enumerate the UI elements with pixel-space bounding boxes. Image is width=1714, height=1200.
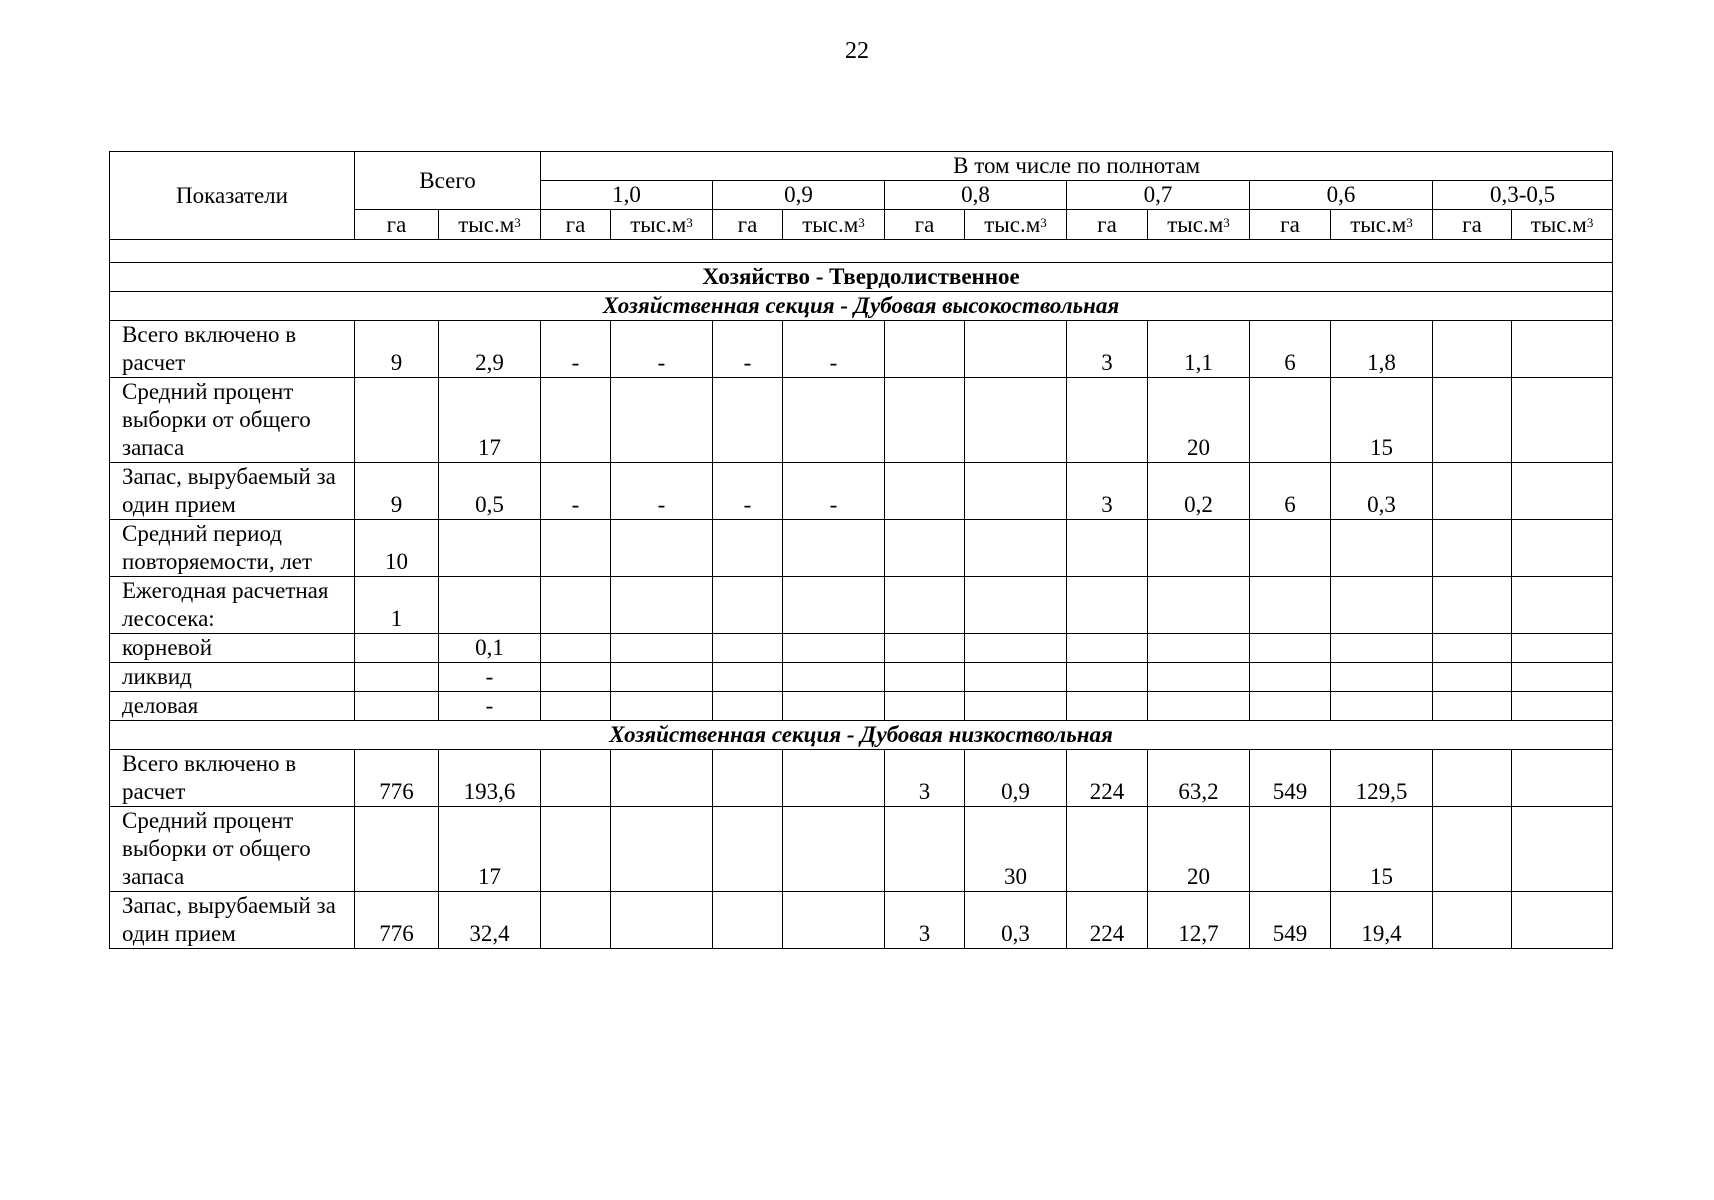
table-cell: 20 [1148,378,1250,463]
unit-volume-header: $тыс.м^3$ [611,210,713,240]
table-cell: 0,3 [965,892,1067,949]
unit-ha-header: га [713,210,783,240]
table-cell: 3 [1067,463,1148,520]
table-cell: 549 [1250,750,1331,807]
table-cell: 3 [1067,321,1148,378]
table-cell [1250,807,1331,892]
table-cell [611,750,713,807]
table-cell [713,807,783,892]
table-cell [1067,692,1148,721]
section-title: Хозяйство - Твердолиственное [110,263,1613,292]
table-cell [1433,463,1512,520]
row-label: Средний процент выборки от общего запаса [110,378,355,463]
row-label: корневой [110,634,355,663]
table-cell: - [541,463,611,520]
table-cell: 549 [1250,892,1331,949]
table-cell [611,577,713,634]
table-cell [355,807,439,892]
table-cell: 12,7 [1148,892,1250,949]
table-cell: 6 [1250,463,1331,520]
table-cell [885,807,965,892]
table-cell [541,577,611,634]
table-cell [1512,577,1613,634]
table-cell: 1,8 [1331,321,1433,378]
unit-ha-header: га [355,210,439,240]
table-cell [1433,321,1512,378]
table-cell [1331,663,1433,692]
table-cell [1331,577,1433,634]
table-cell: - [713,321,783,378]
subsection-title-row [110,292,1613,321]
table-cell [1331,634,1433,663]
table-cell [541,807,611,892]
subsection-title: Хозяйственная секция - Дубовая высокоствольная [110,292,1613,321]
table-cell [713,892,783,949]
table-cell [611,692,713,721]
table-cell [965,321,1067,378]
density-header: 0,7 [1067,181,1250,210]
table-cell [439,520,541,577]
table-cell: 10 [355,520,439,577]
table-cell [355,378,439,463]
subsection-title: Хозяйственная секция - Дубовая низкоствольная [110,721,1613,750]
table-cell: 63,2 [1148,750,1250,807]
table-cell [1148,692,1250,721]
table-cell [1433,663,1512,692]
table-cell [783,577,885,634]
table-cell [1433,807,1512,892]
table-cell: 0,1 [439,634,541,663]
section-title-row [110,263,1613,292]
table-cell [783,663,885,692]
table-cell [713,663,783,692]
unit-ha-header: га [541,210,611,240]
table-cell [965,463,1067,520]
table-cell [965,663,1067,692]
table-cell: 129,5 [1331,750,1433,807]
table-cell [965,520,1067,577]
unit-volume-header: $тыс.м^3$ [1148,210,1250,240]
table-cell: 15 [1331,378,1433,463]
table-cell [1512,463,1613,520]
table-cell [1148,663,1250,692]
table-cell: 224 [1067,892,1148,949]
row-label: Всего включено в расчет [110,321,355,378]
table-cell [1331,520,1433,577]
row-label: Всего включено в расчет [110,750,355,807]
table-cell: 32,4 [439,892,541,949]
table-cell [355,634,439,663]
spacer-row [110,240,1613,263]
table-cell [439,577,541,634]
table-cell [1433,577,1512,634]
density-header: 0,3-0,5 [1433,181,1613,210]
table-cell [1512,892,1613,949]
table-cell [783,807,885,892]
table-cell: 19,4 [1331,892,1433,949]
table-cell [885,577,965,634]
table-cell [713,520,783,577]
table-cell: 9 [355,321,439,378]
row-label: Средний период повторяемости, лет [110,520,355,577]
table-cell: 20 [1148,807,1250,892]
table-row [110,321,1613,378]
unit-ha-header: га [885,210,965,240]
table-cell: - [611,321,713,378]
row-label: ликвид [110,663,355,692]
table-cell: 6 [1250,321,1331,378]
table-cell [1067,807,1148,892]
table-cell [1512,692,1613,721]
table-row [110,692,1613,721]
table-cell [1512,663,1613,692]
table-cell [783,634,885,663]
table-cell [713,634,783,663]
table-cell [1433,750,1512,807]
table-cell: - [783,321,885,378]
table-cell [541,663,611,692]
row-label: Ежегодная расчетная лесосека: [110,577,355,634]
table-cell [783,892,885,949]
density-header: 0,9 [713,181,885,210]
table-cell [1433,892,1512,949]
unit-ha-header: га [1433,210,1512,240]
table-cell [965,692,1067,721]
table-cell [355,663,439,692]
table-cell [1331,692,1433,721]
table-cell [611,892,713,949]
table-cell [1067,577,1148,634]
table-cell [1148,520,1250,577]
table-cell [1067,520,1148,577]
table-cell [783,692,885,721]
table-cell [885,463,965,520]
table-cell [1067,663,1148,692]
data-table [109,151,1613,949]
table-cell [1512,378,1613,463]
table-cell: - [541,321,611,378]
header-indicators: Показатели [110,152,355,240]
table-cell [1250,634,1331,663]
table-row [110,634,1613,663]
row-label: Средний процент выборки от общего запаса [110,807,355,892]
table-cell [1512,520,1613,577]
row-label: деловая [110,692,355,721]
table-cell [783,750,885,807]
table-cell [965,577,1067,634]
table-cell: 776 [355,750,439,807]
table-cell [1433,520,1512,577]
table-cell: 193,6 [439,750,541,807]
table-cell [1512,750,1613,807]
table-cell [611,520,713,577]
table-row [110,577,1613,634]
table-cell: 3 [885,750,965,807]
table-cell [541,692,611,721]
table-cell [783,520,885,577]
table-cell [885,634,965,663]
table-cell [355,692,439,721]
table-cell: 1 [355,577,439,634]
unit-volume-header: $тыс.м^3$ [965,210,1067,240]
table-cell [965,378,1067,463]
table-cell: - [439,663,541,692]
table-cell [885,378,965,463]
table-cell [541,634,611,663]
unit-volume-header: $тыс.м^3$ [1512,210,1613,240]
table-cell [1433,634,1512,663]
row-label: Запас, вырубаемый за один прием [110,463,355,520]
table-cell: 0,5 [439,463,541,520]
table-row [110,463,1613,520]
table-cell [541,520,611,577]
table-row [110,520,1613,577]
unit-volume-header: $тыс.м^3$ [783,210,885,240]
table-cell: - [439,692,541,721]
table-cell: 17 [439,378,541,463]
table-row [110,663,1613,692]
table-cell [541,378,611,463]
table-body [110,240,1613,949]
header-by-density: В том числе по полнотам [541,152,1613,181]
table-cell [1433,692,1512,721]
table-cell [1512,634,1613,663]
table-cell [611,634,713,663]
density-header: 1,0 [541,181,713,210]
table-cell: 9 [355,463,439,520]
table-cell [1067,634,1148,663]
table-cell [1512,807,1613,892]
table-header [110,152,1613,240]
unit-volume-header: $тыс.м^3$ [439,210,541,240]
table-cell [611,378,713,463]
table-cell: 776 [355,892,439,949]
subsection-title-row [110,721,1613,750]
table-cell [885,663,965,692]
table-cell [611,807,713,892]
table-cell [541,892,611,949]
table-cell [1067,378,1148,463]
table-cell [783,378,885,463]
table-cell [1250,577,1331,634]
table-cell [713,750,783,807]
table-cell: 3 [885,892,965,949]
table-cell [611,663,713,692]
table-cell: 17 [439,807,541,892]
page-number: 22 [845,38,869,64]
table-cell [713,577,783,634]
table-cell [1250,663,1331,692]
table-cell: 30 [965,807,1067,892]
table-cell: 0,9 [965,750,1067,807]
table-row [110,750,1613,807]
row-label: Запас, вырубаемый за один прием [110,892,355,949]
unit-ha-header: га [1250,210,1331,240]
table-cell [965,634,1067,663]
table-cell [885,520,965,577]
table-cell: 2,9 [439,321,541,378]
table-cell: - [611,463,713,520]
density-header: 0,6 [1250,181,1433,210]
table-cell [1250,520,1331,577]
table-cell: - [783,463,885,520]
table-cell: 0,3 [1331,463,1433,520]
table-row [110,378,1613,463]
table-cell [1433,378,1512,463]
table-row [110,807,1613,892]
table-cell: 224 [1067,750,1148,807]
table-cell [1250,692,1331,721]
table-cell [713,692,783,721]
table-cell: 15 [1331,807,1433,892]
table-cell [885,321,965,378]
table-cell [541,750,611,807]
table-row [110,892,1613,949]
table-cell [713,378,783,463]
density-header: 0,8 [885,181,1067,210]
table-cell [1512,321,1613,378]
table-cell [1148,634,1250,663]
table-cell [1148,577,1250,634]
unit-volume-header: $тыс.м^3$ [1331,210,1433,240]
table-cell: 1,1 [1148,321,1250,378]
table-cell [885,692,965,721]
table-cell: - [713,463,783,520]
header-total: Всего [355,152,541,210]
unit-ha-header: га [1067,210,1148,240]
table-cell [1250,378,1331,463]
table-cell: 0,2 [1148,463,1250,520]
